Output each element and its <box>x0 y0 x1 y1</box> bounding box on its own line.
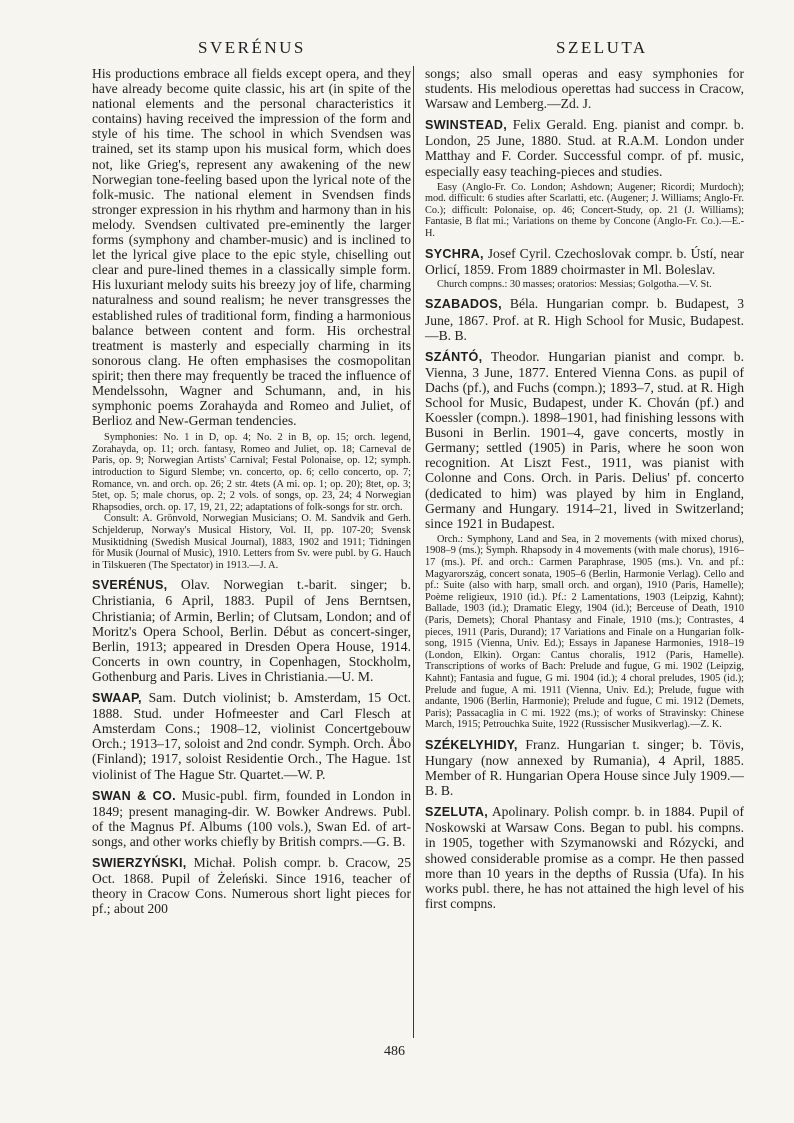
entry-text: Sam. Dutch violinist; b. Amsterdam, 15 Oct. 1888. Stud. under Hofmeester and Carl Flesch at Amsterdam Cons.; 1908–12, violinist Concertgebouw Orch.; 1913–17, soloist and 2nd condr. Symph. Orch. Åbo (Finland); 1917, soloist Residentie Orch., The Hague. 1st violinist of The Hague Str. Quartet.—W. P. <box>92 690 411 782</box>
entry-szekelyhidy <box>425 737 744 798</box>
entry-headword: SZABADOS, <box>425 297 502 312</box>
entry-text: Theodor. Hungarian pianist and compr. b. Vienna, 3 June, 1877. Entered Vienna Cons. as pupil of Dachs (pf.), and Fuchs (compn.); 1893–7, stud. at R. High School for Music, Budapest, under K. Chován (pf.) and Koessler (compn.). 1898–1901, had finishing lessons with Busoni in Berlin. 1901–4, gave concerts, mostly in Germany; settled (1905) in Paris, where he soon won recognition. At Liszt Fest., 1911, was pianist with Colonne and Cons. Orch. in Paris. Delius' pf. concerto (dedicated to him) was played by him in England, Germany and Hungary. 1914–21, lived in Switzerland; since 1921 in Budapest. <box>425 348 744 531</box>
entry-works-list: Church compns.: 30 masses; oratorios: Messias; Golgotha.—V. St. <box>437 278 712 290</box>
entry-text: Michał. Polish compr. b. Cracow, 25 Oct. 1868. Pupil of Żeleński. Since 1916, teacher of theory in Cracow Cons. Numerous short light pieces for pf.; about 200 <box>92 854 411 917</box>
entry-text: Apolinary. Polish compr. b. in 1884. Pupil of Noskowski at Warsaw Cons. Began to publ. his compns. in 1905, together with Szymanowski and Rózycki, and showed considerable promise as a compr. He then passed more than 10 years in the depths of Russia (Ufa). In his works publ. there, he has not attained the high level of his first compns. <box>425 804 744 911</box>
running-head-left: SVERÉNUS <box>198 38 306 57</box>
entry-szabados <box>425 296 744 342</box>
entry-headword: SWINSTEAD, <box>425 118 508 133</box>
entry-text: Felix Gerald. Eng. pianist and compr. b. London, 25 June, 1880. Stud. at R.A.M. London under Matthay and F. Corder. Successful compr. of pf. music, especially easy teaching-pieces and studies. <box>425 117 744 179</box>
entry-headword: SWAN & CO. <box>92 788 176 803</box>
running-head-right: SZELUTA <box>556 38 648 57</box>
entry-szeluta <box>425 804 744 911</box>
entry-headword: SZÁNTÓ, <box>425 349 483 364</box>
entry-headword: SWAAP, <box>92 691 142 706</box>
svendsen-article-text: His productions embrace all fields except opera, and they have already become quite classic, his art (in spite of the national elements and the personal characteristics it contains) having received the impression of the form and style of his time. The school in which Svendsen was trained, set its stamp upon his musical form, which does not, like Grieg's, represent any awakening of the new Norwegian tone-feeling based upon the lyrical note of the folk-music. The national element in Svendsen finds stronger expression in his rhythm and harmony than in his melody. Svendsen cultivated pre-eminently the larger forms (symphony and chamber-music) and is inclined to let the lyrical give place to the epic style, chiselling out clear and pure-lined themes in a classically simple form. His luxuriant melody suits his breezy joy of life, charming naturalness and sound realism; he never transgresses the established rules of traditional form, finding a harmonious balance between content and form. His orchestral treatment is masterly and especially charming in its sonorous clang. He often emphasises the cosmopolitan spirit; then there may frequently be traced the influence of Mendelssohn, Wagner and Schumann, and, in his symphonic poems Zorahayda and Romeo and Juliet, of Berlioz and New-German tendencies. <box>92 66 411 429</box>
right-column <box>425 66 744 911</box>
entry-szanto <box>425 349 744 731</box>
entry-headword: SYCHRA, <box>425 246 484 261</box>
entry-swierzynski <box>92 855 411 916</box>
entry-headword: SZÉKELYHIDY, <box>425 737 518 752</box>
entry-text: Olav. Norwegian t.-barit. singer; b. Christiania, 6 April, 1883. Pupil of Jens Berntsen, Christiania; of Armin, Berlin; of Clutsam, London; and of Moritz's Opera School, Berlin. Début as concert-singer, Berlin, 1913; appeared in Dresden Opera House, 1914. Concerts in own country, in Copenhagen, Stockholm, Gothenburg and Paris. Lives in Christiania.—U. M. <box>92 577 411 684</box>
entry-headword: SVERÉNUS, <box>92 578 168 593</box>
entry-works-list: Easy (Anglo-Fr. Co. London; Ashdown; Augener; Ricordi; Murdoch); mod. difficult: 6 studies after Scarlatti, etc. (Augener; J. Williams; Anglo-Fr. Co.); difficult: Polonaise, op. 46; Concert-Study, op. 21 (J. Williams); Fantasie, B flat mi.; Variations on theme by Concone (Anglo-Fr. Co.).—E.-H. <box>425 181 744 240</box>
entry-sychra <box>425 246 744 291</box>
entry-text: Franz. Hungarian t. singer; b. Tövis, Hungary (now annexed by Rumania), 4 April, 1885. Member of R. Hungarian Opera House since July 1909.—B. B. <box>425 736 744 799</box>
entry-works-list: Orch.: Symphony, Land and Sea, in 2 movements (with mixed chorus), 1908–9 (ms.); Symph. Rhapsody in 4 movements (with male chorus), 1916–17 (ms.). Pf. and orch.: Carmen Paraphrase, 1905 (ms.). Vn. and pf.: Magyarország, concert sonata, 1905–6 (Berlin, Harmonie Verlag). Cello and pf.: Suite (also with harp, small orch. and organ), 1910 (Paris, Hamelle); Poème religieux, 1910 (id.). Pf.: 2 Lamentations, 1903 (Leipzig, Kahnt); Ballade, 1903 (id.); Dramatic Elegy, 1904 (id.); Berceuse of Death, 1910 (Paris, Demets); Choral Phantasy and Finale, 1910 (ms.); Contrastes, 4 pieces, 1911 (Paris, Durand); 17 Variations and Finale on a Hungarian folk-song, 1915 (Vienna, Univ. Ed.); Essays in Japanese Harmonies, 1918–19 (London, Elkin). Organ: Cantus choralis, 1912 (Paris, Hamelle). Transcriptions of works of Bach: Prelude and fugue, G mi. 1902 (Leipzig, Kahnt); Fantasia and fugue, G mi. 1904 (id.); 4 choral preludes, 1905 (id.); Prelude and fugue, A mi. 1911 (Vienna, Univ. Ed.); Prelude, fugue with andante, 1906 (Berlin, Harmonie); Prelude and fugue, C mi. 1912 (Demets, Paris); Passacaglia in C mi. 1922 (ms.); of works of Stravinsky: Chinese March, 1915; Petrouchka Suite, 1922 (Russischer Musikverlag).—Z. K. <box>425 533 744 731</box>
entry-headword: SZELUTA, <box>425 805 489 820</box>
entry-swan-co <box>92 788 411 849</box>
svendsen-consult: Consult: A. Grönvold, Norwegian Musicians; O. M. Sandvik and Gerh. Schjelderup, Norway's Musical History, Vol. II, pp. 107-20; Svensk Musiktidning (Swedish Musical Journal), 1883, 1902 and 1911; Tidningen för Musik (Journal of Music), 1910. Letters from Sv. were publ. by G. Hauch in Tilskueren (The Spectator) in 1913.—J. A. <box>92 513 411 571</box>
column-rule <box>413 66 414 1038</box>
entry-sverenus <box>92 577 411 684</box>
svendsen-works-list: Symphonies: No. 1 in D, op. 4; No. 2 in B, op. 15; orch. legend, Zorahayda, op. 11; orch. fantasy, Romeo and Juliet, op. 18; Carneval de Paris, op. 9; Norwegian Artists' Carnival; Festal Polonaise, op. 12; symph. introduction to Sigurd Slembe; vn. concerto, op. 6; cello concerto, op. 7; Romance, vn. and orch. op. 26; 2 str. 4tets (A mi. op. 1; op. 20); 8tet, op. 3; 5tet, op. 5; male chorus, op. 2; 2 vols. of songs, op. 23, 24; 4 Norwegian Rhapsodies, orch. op. 17, 19, 21, 22; adaptations of folk-songs for str. orch. <box>92 432 411 513</box>
entry-swinstead <box>425 117 744 239</box>
entry-text: Josef Cyril. Czechoslovak compr. b. Ústí, near Orlicí, 1859. From 1889 choirmaster in Ml. Boleslav. <box>425 245 744 277</box>
entry-text: Music-publ. firm, founded in London in 1849; present managing-dir. W. Bowker Andrews. Publ. of the Magnus Pf. Albums (100 vols.), Swan Ed. of art-songs, and other works chiefly by British comprs.—G. B. <box>92 787 411 849</box>
page-number: 486 <box>384 1044 405 1059</box>
entry-swaap <box>92 690 411 782</box>
entry-headword: SWIERZYŃSKI, <box>92 855 187 870</box>
swierzynski-continuation: songs; also small operas and easy symphonies for students. His melodious operettas had success in Cracow, Warsaw and Lemberg.—Zd. J. <box>425 66 744 112</box>
entry-text: Béla. Hungarian compr. b. Budapest, 3 June, 1867. Prof. at R. High School for Music, Budapest.—B. B. <box>425 296 744 343</box>
left-column <box>92 66 411 916</box>
